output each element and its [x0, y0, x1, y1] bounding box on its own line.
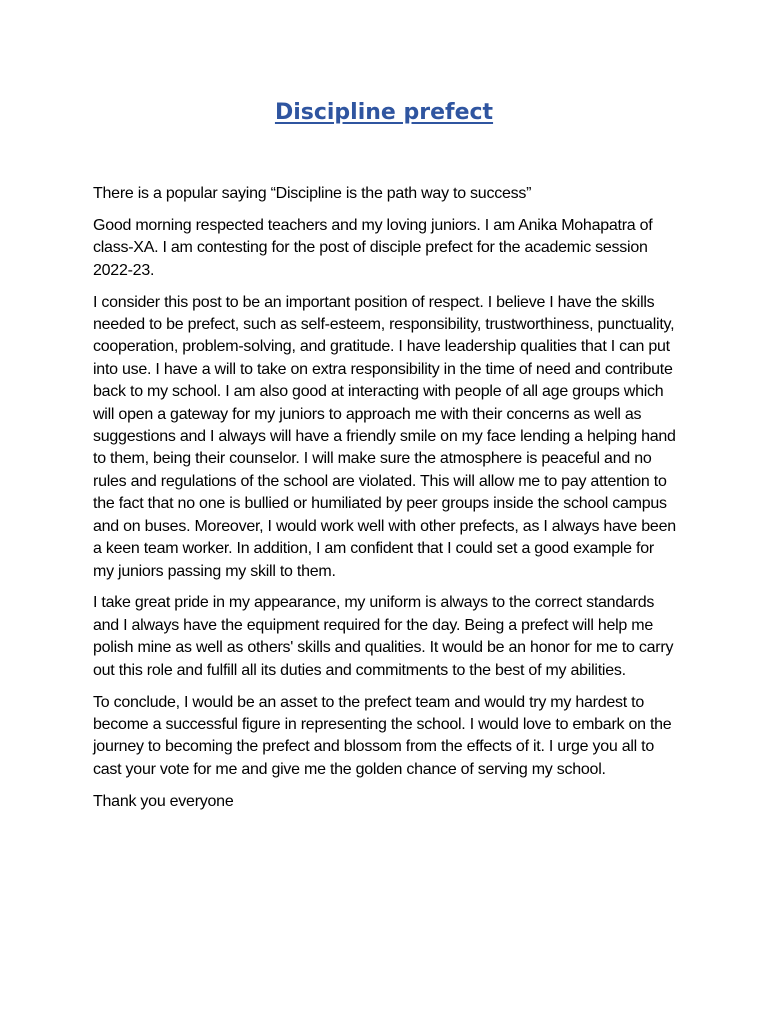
- paragraph-appearance: I take great pride in my appearance, my uniform is always to the correct standards and I always have the equipment required for the day. Being a prefect will help me polish mine as well as others' skills and qualities. It would be an honor for me to carry out this role and fulfill all its duties and commitments to the best of my abilities.: [93, 594, 674, 679]
- document-body: [93, 183, 677, 823]
- paragraph-introduction: Good morning respected teachers and my loving juniors. I am Anika Mohapatra of class-XA. I am contesting for the post of disciple prefect for the academic session 2022-23.: [93, 216, 653, 279]
- paragraph-conclusion: To conclude, I would be an asset to the prefect team and would try my hardest to become a successful figure in representing the school. I would love to embark on the journey to becoming the prefect and blossom from the effects of it. I urge you all to cast your vote for me and give me the golden chance of serving my school.: [93, 693, 672, 778]
- paragraph-thanks: Thank you everyone: [93, 792, 234, 810]
- paragraph-saying: There is a popular saying “Discipline is the path way to success”: [93, 185, 532, 202]
- paragraph-qualities: I consider this post to be an important position of respect. I believe I have the skills needed to be prefect, such as self-esteem, responsibility, trustworthiness, punctuality, cooperation, problem-solving, and gratitude. I have leadership qualities that I can put into use. I have a will to take on extra responsibility in the time of need and contribute back to my school. I am also good at interacting with people of all age groups which will open a gateway for my juniors to approach me with their concerns as well as suggestions and I always will have a friendly smile on my face lending a helping hand to them, being their counselor. I will make sure the atmosphere is peaceful and no rules and regulations of the school are violated. This will allow me to pay attention to the fact that no one is bullied or humiliated by peer groups inside the school campus and on buses. Moreover, I would work well with other prefects, as I always have been a keen team worker. In addition, I am confident that I could set a good example for my juniors passing my skill to them.: [93, 293, 676, 580]
- document-title: Discipline prefect: [274, 100, 494, 125]
